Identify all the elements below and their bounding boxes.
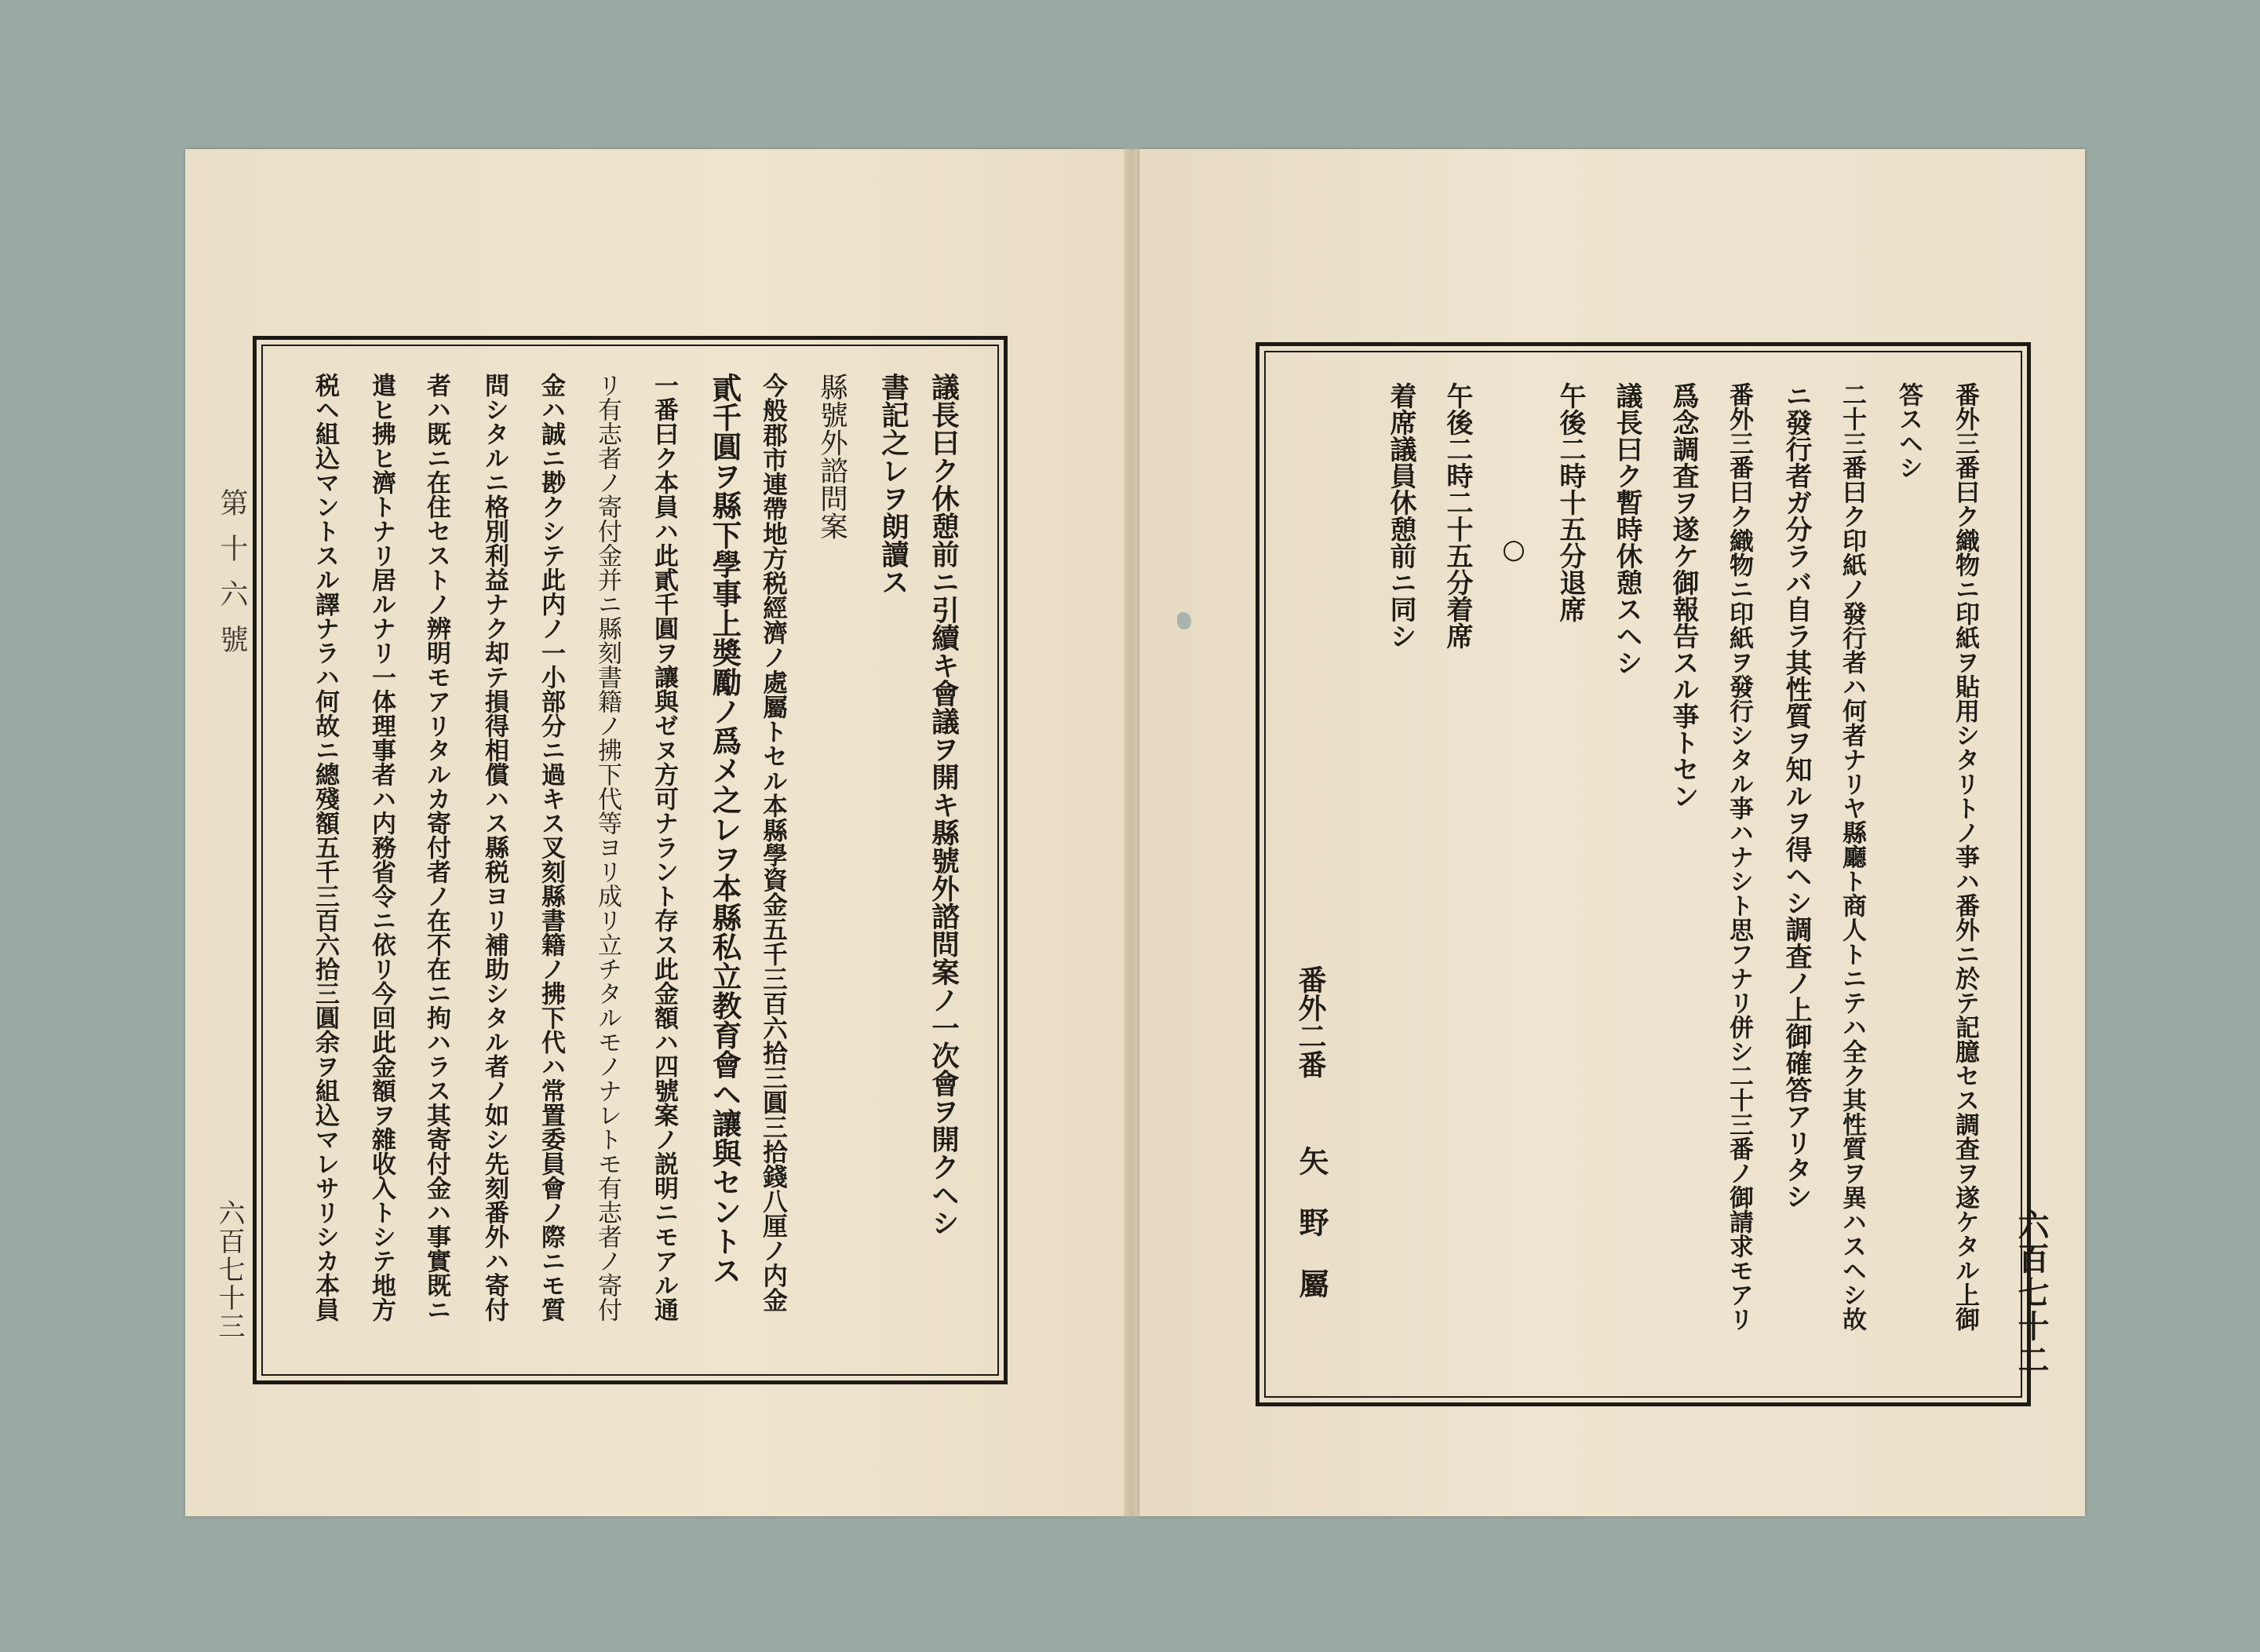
left-line-12: 税ヘ組込マントスル譯ナラハ何故ニ總殘額五千三百六拾三圓余ヲ組込マレサリシカ本員	[311, 373, 339, 1322]
ink-blot	[1177, 612, 1191, 629]
left-line-5: 貳千圓ヲ縣下學事上奬勵ノ爲メ之レヲ本縣私立教育會ヘ讓與セントス	[707, 373, 742, 1285]
left-line-7: リ有志者ノ寄付金并ニ縣刻書籍ノ拂下代等ヨリ成リ立チタルモノナレトモ有志者ノ寄付	[593, 373, 622, 1322]
right-line-11: 着席議員休憩前ニ同シ	[1385, 382, 1416, 649]
left-line-3: 縣號外諮問案	[815, 373, 848, 540]
right-line-6: 爲念調査ヲ遂ケ御報告スル亊トセン	[1668, 382, 1699, 809]
right-line-7: 議長曰ク暫時休憩スヘシ	[1611, 382, 1642, 676]
left-line-6: 一番曰ク本員ハ此貳千圓ヲ讓與ゼヌ方可ナラント存ス此金額ハ四號案ノ説明ニモアル通	[650, 373, 678, 1322]
chapter-label: 第十六號	[216, 488, 248, 670]
left-line-1: 議長曰ク休憩前ニ引續キ會議ヲ開キ縣號外諮問案ノ一次會ヲ開クヘシ	[927, 373, 960, 1237]
right-line-5: 番外三番曰ク織物ニ印紙ヲ發行シタル亊ハナシト思フナリ併シ二十三番ノ御請求モアリ	[1725, 382, 1753, 1331]
right-line-8: 午後二時十五分退席	[1555, 382, 1586, 622]
signature-title: 番外二番	[1294, 965, 1327, 1078]
right-line-9: ○	[1498, 534, 1529, 565]
right-line-2: 答スヘシ	[1894, 382, 1923, 480]
right-page-number: 六百七十二	[2013, 1209, 2050, 1377]
left-line-10: 者ハ既ニ在住セストノ辨明モアリタルカ寄付者ノ在不在ニ拘ハラス其寄付金ハ事實既ニ	[422, 373, 450, 1322]
left-line-11: 遣ヒ拂ヒ濟トナリ居ルナリ一体理事者ハ内務省令ニ依リ今回此金額ヲ雜收入トシテ地方	[367, 373, 396, 1322]
right-line-3: 二十三番曰ク印紙ノ發行者ハ何者ナリヤ縣廳ト商人トニテハ全ク其性質ヲ異ハスヘシ故	[1838, 382, 1866, 1331]
right-line-4: ニ發行者ガ分ラバ自ラ其性質ヲ知ルヲ得ヘシ調査ノ上御確答アリタシ	[1781, 382, 1812, 1209]
right-line-10: 午後二時二十五分着席	[1442, 382, 1473, 649]
signature-name: 矢野屬	[1294, 1146, 1329, 1329]
book-gutter	[1124, 149, 1139, 1516]
left-page-number: 六百七十三	[213, 1199, 245, 1340]
right-line-1: 番外三番曰ク織物ニ印紙ヲ貼用シタリトノ亊ハ番外ニ於テ記臆セス調査ヲ遂ケタル上御	[1951, 382, 1979, 1331]
left-line-2: 書記之レヲ朗讀ス	[877, 373, 909, 596]
left-line-4: 今般郡市連帶地方税經濟ノ處屬トセル本縣學資金五千三百六拾三圓三拾錢八厘ノ内金	[759, 373, 789, 1312]
left-line-9: 問シタルニ格別利益ナク却テ損得相償ハス縣税ヨリ補助シタル者ノ如シ先刻番外ハ寄付	[480, 373, 508, 1322]
left-line-8: 金ハ誠ニ尠クシテ此内ノ一小部分ニ過キス叉刻縣書籍ノ拂下代ハ常置委員會ノ際ニモ質	[537, 373, 565, 1322]
